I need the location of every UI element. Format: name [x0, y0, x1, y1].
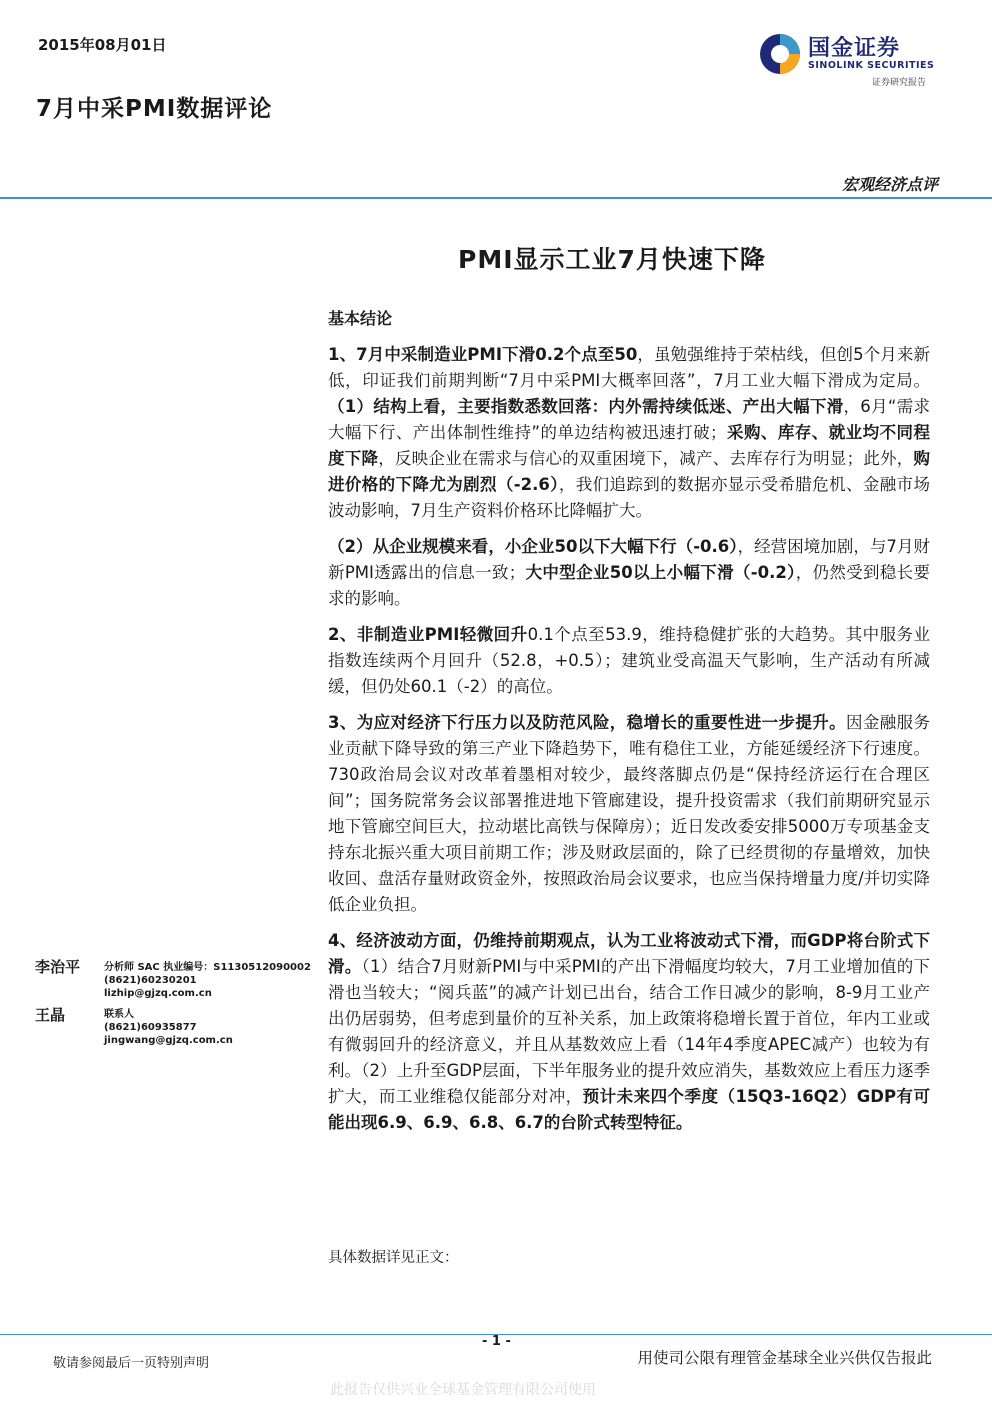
segment: ，反映企业在需求与信心的双重困境下，减产、去库存行为明显；此外，	[378, 449, 914, 468]
segment: （2）从企业规模来看，小企业50以下大幅下行（-0.6）	[328, 537, 738, 556]
analyst-name: 李治平	[35, 958, 81, 976]
logo-cn-text: 国金证券	[808, 36, 901, 61]
logo-en-text: SINOLINK SECURITIES	[808, 60, 935, 71]
analyst-email[interactable]: jingwang@gjzq.com.cn	[104, 1035, 233, 1046]
segment: 0.1个点至53.9，维持稳健扩张的大趋势。其中服务业指数连续两个月回升（52.8，+0.5）；建筑业受高温天气影响，生产活动有所减缓，但仍处60.1（-2）的高位。	[328, 625, 930, 696]
page-number: - 1 -	[482, 1334, 511, 1349]
analyst-credential: 联系人	[104, 1009, 134, 1020]
analyst-info	[104, 961, 311, 1000]
segment: （1）结合7月财新PMI与中采PMI的产出下滑幅度均较大，7月工业增加值的下滑也当较大；“阅兵蓝”的减产计划已出台，结合工作日减少的影响，8-9月工业产出仍居弱势，但考虑到量价的互补关系，加上政策将稳增长置于首位，年内工业或有微弱回升的经济意义，并且从基数效应上看（14年4季度APEC减产）也较为有利。（2）上升至GDP层面，下半年服务业的提升效应消失，基数效应上看压力逐季扩大，而工业维稳仅能部分对冲，	[328, 957, 930, 1106]
analyst-phone: (8621)60935877	[104, 1022, 197, 1033]
segment: 3、为应对经济下行压力以及防范风险，稳增长的重要性进一步提升。	[328, 713, 847, 732]
segment: 大中型企业50以上小幅下滑（-0.2）	[525, 563, 796, 582]
report-title: 7月中采PMI数据评论	[36, 96, 273, 122]
watermark: 此报告仅供兴业全球基金管理有限公司使用	[330, 1382, 596, 1398]
footnote: 具体数据详见正文：	[328, 1250, 459, 1266]
headline: PMI显示工业7月快速下降	[458, 245, 766, 274]
segment: ，经营困境加剧，与7月财新PMI透露出的信息一致；	[328, 537, 930, 582]
analyst-info	[104, 1008, 233, 1047]
segment: 因金融服务业贡献下降导致的第三产业下降趋势下，唯有稳住工业，方能延缓经济下行速度。730政治局会议对改革着墨相对较少，最终落脚点仍是“保持经济运行在合理区间”；国务院常务会议部署推进地下管廊建设，提升投资需求（我们前期研究显示地下管廊空间巨大，拉动堪比高铁与保障房）；近日发改委安排5000万专项基金支持东北振兴重大项目前期工作；涉及财政层面的，除了已经贯彻的存量增效，加快收回、盘活存量财政资金外，按照政治局会议要求，也应当保持增量力度/并切实降低企业负担。	[328, 713, 931, 914]
logo-subtitle: 证券研究报告	[872, 78, 927, 88]
paragraph-4	[328, 710, 930, 918]
section-label: 基本结论	[328, 309, 393, 328]
segment: ，虽勉强维持于荣枯线，但创5个月来新低，印证我们前期判断“7月中采PMI大概率回落”，7月工业大幅下滑成为定局。	[328, 345, 930, 390]
analyst-phone: (8621)60230201	[104, 975, 197, 986]
report-category: 宏观经济点评	[841, 175, 938, 194]
paragraph-1	[328, 342, 930, 524]
segment: 采购、库存、就业均不同程度下降	[328, 423, 930, 468]
paragraph-2	[328, 534, 930, 612]
segment: 购进价格的下降尤为剧烈（-2.6）	[328, 449, 931, 494]
segment: 4、经济波动方面，仍维持前期观点，认为工业将波动式下滑，而GDP将台阶式下滑。	[328, 931, 930, 976]
segment: ，仍然受到稳长要求的影响。	[328, 563, 930, 608]
analyst-name: 王晶	[35, 1006, 66, 1024]
disclaimer: 敬请参阅最后一页特别声明	[53, 1356, 210, 1371]
header-divider	[0, 197, 992, 199]
paragraph-5	[328, 928, 930, 1136]
segment: ，我们追踪到的数据亦显示受希腊危机、金融市场波动影响，7月生产资料价格环比降幅扩大。	[328, 475, 931, 520]
segment: 1、7月中采制造业PMI下滑0.2个点至50	[328, 345, 638, 364]
report-date: 2015年08月01日	[38, 36, 167, 54]
analyst-email[interactable]: lizhip@gjzq.com.cn	[104, 988, 212, 999]
segment: 预计未来四个季度（15Q3-16Q2）GDP有可能出现6.9、6.9、6.8、6.7的台阶式转型特征。	[328, 1087, 930, 1132]
segment: ，6月“需求大幅下行、产出体制性维持”的单边结构被迅速打破；	[328, 397, 931, 442]
paragraph-3	[328, 622, 930, 700]
segment: 2、非制造业PMI轻微回升	[328, 625, 528, 644]
segment: （1）结构上看，主要指数悉数回落：内外需持续低迷、产出大幅下滑	[328, 397, 844, 416]
analyst-credential: 分析师 SAC 执业编号：S1130512090002	[104, 962, 311, 973]
body-text	[328, 342, 930, 1146]
footer-right-text: 用使司公限有理管金基球全业兴供仅告报此	[637, 1349, 932, 1367]
